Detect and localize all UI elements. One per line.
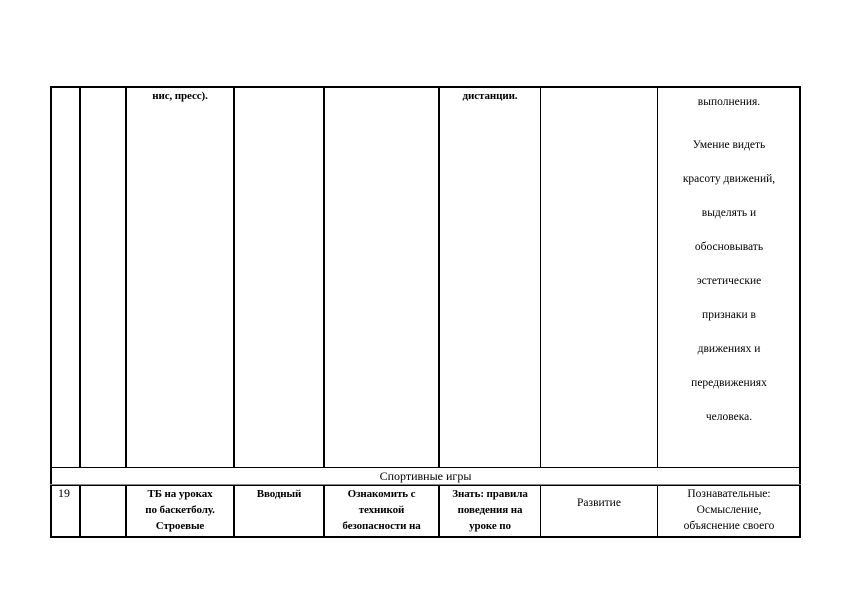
lesson-topic-line: ТБ на уроках [147,488,213,500]
col-divider [323,86,325,468]
table-bottom-border [50,536,801,538]
lesson-know-line: уроке по [469,520,511,532]
section-title: Спортивные игры [379,469,472,483]
lesson-goal-line: техникой [358,504,405,516]
text-line: эстетические [696,275,762,287]
lesson-topic-line: по баскетболу. [145,504,215,516]
lesson-result: Развитие [577,497,621,509]
text-line: выполнения. [697,96,761,108]
section-top-border [50,467,801,468]
lesson-topic-line: Строевые [155,520,205,532]
lesson-number: 19 [58,486,70,500]
lesson-goal-line: безопасности на [342,520,421,532]
col-divider [438,86,440,468]
text-line: Умение видеть [692,139,766,151]
text-line: красоту движений, [682,173,776,185]
text-line: передвижениях [691,377,767,389]
row-divider [50,485,801,486]
upper-know-cell: дистанции. [462,90,518,102]
lesson-cognitive-line: Познавательные: [687,488,771,500]
text-line: человека. [705,411,753,423]
lesson-goal-line: Ознакомить с [347,488,416,500]
col-divider [540,86,541,468]
upper-topic-cell: нис, пресс). [152,90,208,102]
text-line: движениях и [697,343,761,355]
table-top-border [50,86,801,88]
col-divider [125,86,127,468]
col-divider [540,485,541,537]
col-divider [79,86,81,468]
text-line: выделять и [701,207,757,219]
lesson-know-line: Знать: правила [452,488,528,500]
text-line: признаки в [702,309,756,321]
lesson-type: Вводный [256,488,302,500]
text-line: обосновывать [694,241,764,253]
col-divider [233,86,235,468]
lesson-cognitive-line: объяснение своего [683,520,775,532]
lesson-cognitive-line: Осмысление, [696,504,762,516]
lesson-know-line: поведения на [457,504,523,516]
